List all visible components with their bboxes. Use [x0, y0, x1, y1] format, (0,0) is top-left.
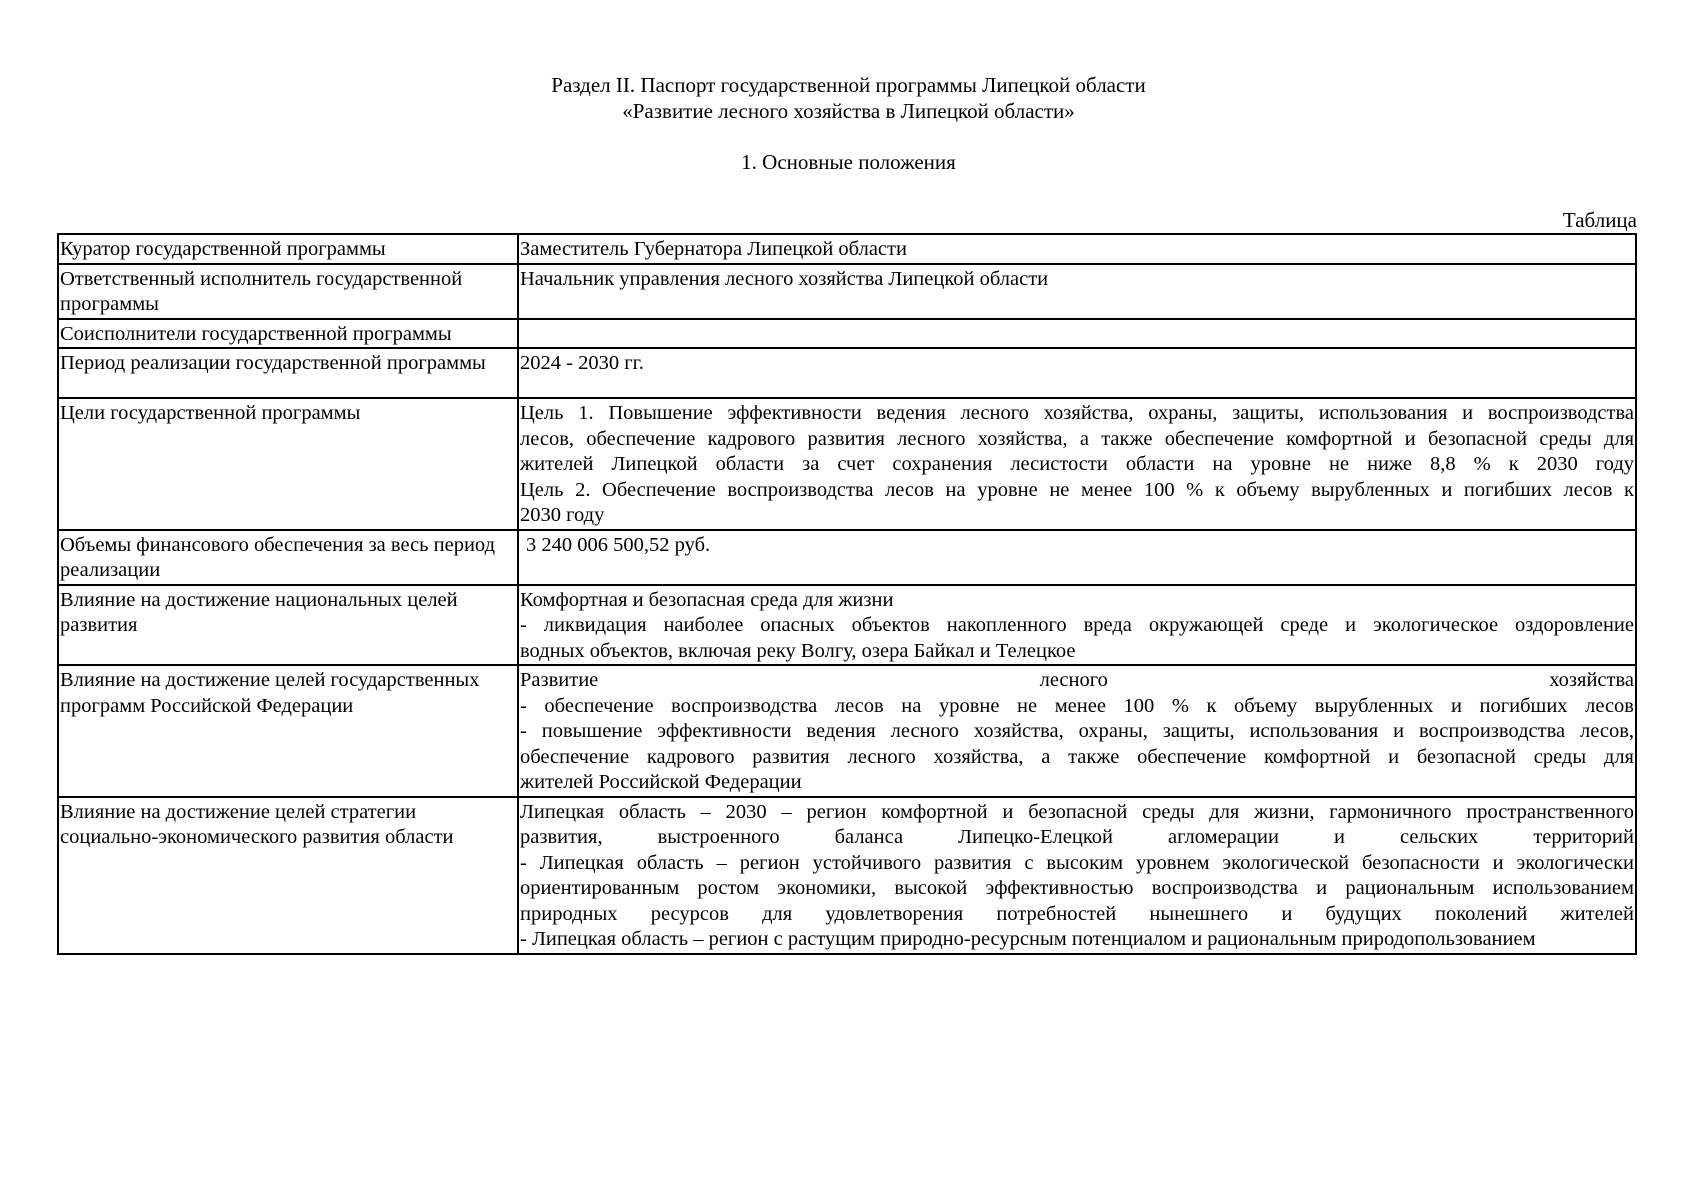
row-value: [518, 585, 1636, 666]
value-line: Начальник управления лесного хозяйства Липецкой области: [520, 267, 1049, 290]
table-row: [58, 665, 1636, 797]
value-line: - ликвидация наиболее опасных объектов накопленного вреда окружающей среде и экологическое оздоровление: [520, 614, 1634, 636]
value-line: Цель 2. Обеспечение воспроизводства лесов на уровне не менее 100 % к объему вырубленных и погибших лесов к: [520, 478, 1634, 501]
row-label: Соисполнители государственной программы: [58, 319, 518, 349]
table-row: [58, 234, 1636, 264]
value-line: жителей Российской Федерации: [520, 771, 802, 793]
value-line: Развитие лесного хозяйства: [520, 669, 1634, 691]
row-label: Влияние на достижение национальных целей развития: [58, 585, 518, 666]
row-label: Влияние на достижение целей государственных программ Российской Федерации: [58, 665, 518, 797]
table-row: [58, 585, 1636, 666]
row-label: Объемы финансового обеспечения за весь период реализации: [58, 530, 518, 585]
table-row: [58, 264, 1636, 319]
value-line: Комфортная и безопасная среда для жизни: [520, 588, 894, 611]
value-line: обеспечение кадрового развития лесного хозяйства, а также обеспечение комфортной и безопасной среды для: [520, 745, 1634, 768]
document-title-line-2: «Развитие лесного хозяйства в Липецкой области»: [622, 99, 1075, 123]
table-row: [58, 398, 1636, 530]
value-line: - обеспечение воспроизводства лесов на уровне не менее 100 % к объему вырубленных и погибших лесов: [520, 694, 1634, 717]
row-value-empty: [518, 319, 1636, 349]
value-line: природных ресурсов для удовлетворения потребностей нынешнего и будущих поколений жителей: [520, 902, 1634, 925]
table-row: [58, 348, 1636, 398]
row-value: [518, 234, 1636, 264]
row-label: Куратор государственной программы: [58, 234, 518, 264]
section-title: 1. Основные положения: [741, 150, 956, 174]
row-label: Цели государственной программы: [58, 398, 518, 530]
row-value: [518, 797, 1636, 954]
row-label: Ответственный исполнитель государственной программы: [58, 264, 518, 319]
funding-amount: 3 240 006 500,52 руб.: [526, 533, 711, 556]
value-line: жителей Липецкой области за счет сохранения лесистости области на уровне не ниже 8,8 % к 2030 году: [520, 453, 1634, 475]
value-line: - Липецкая область – регион устойчивого развития с высоким уровнем экологической безопасности и экологически: [520, 851, 1634, 874]
value-line: - Липецкая область – регион с растущим природно-ресурсным потенциалом и рациональным природопользованием: [520, 928, 1536, 950]
table-caption: Таблица: [1562, 208, 1637, 232]
row-value: [518, 530, 1636, 585]
row-value: [518, 665, 1636, 797]
value-line: Цель 1. Повышение эффективности ведения лесного хозяйства, охраны, защиты, использования и воспроизводства: [520, 402, 1634, 424]
document-title-line-1: Раздел II. Паспорт государственной программы Липецкой области: [551, 73, 1146, 97]
table-row: [58, 530, 1636, 585]
value-line: водных объектов, включая реку Волгу, озера Байкал и Телецкое: [520, 639, 1076, 662]
row-value: [518, 398, 1636, 530]
row-label: Влияние на достижение целей стратегии социально-экономического развития области: [58, 797, 518, 954]
value-line: 2024 - 2030 гг.: [520, 352, 644, 374]
row-value: [518, 264, 1636, 319]
value-line: 2030 году: [520, 504, 605, 526]
table-row: [58, 319, 1636, 349]
value-line: Заместитель Губернатора Липецкой области: [520, 238, 907, 260]
program-passport-table: [57, 233, 1637, 955]
row-label: Период реализации государственной программы: [58, 348, 518, 398]
value-line: ориентированным ростом экономики, высокой эффективностью воспроизводства и рациональным использованием: [520, 877, 1634, 899]
value-line: лесов, обеспечение кадрового развития лесного хозяйства, а также обеспечение комфортной и безопасной среды для: [520, 427, 1634, 450]
value-line: развития, выстроенного баланса Липецко-Елецкой агломерации и сельских территорий: [520, 826, 1634, 848]
value-line: Липецкая область – 2030 – регион комфортной и безопасной среды для жизни, гармоничного пространственного: [520, 800, 1634, 823]
table-row: [58, 797, 1636, 954]
row-value: [518, 348, 1636, 398]
value-line: - повышение эффективности ведения лесного хозяйства, охраны, защиты, использования и воспроизводства лесов,: [520, 720, 1634, 742]
